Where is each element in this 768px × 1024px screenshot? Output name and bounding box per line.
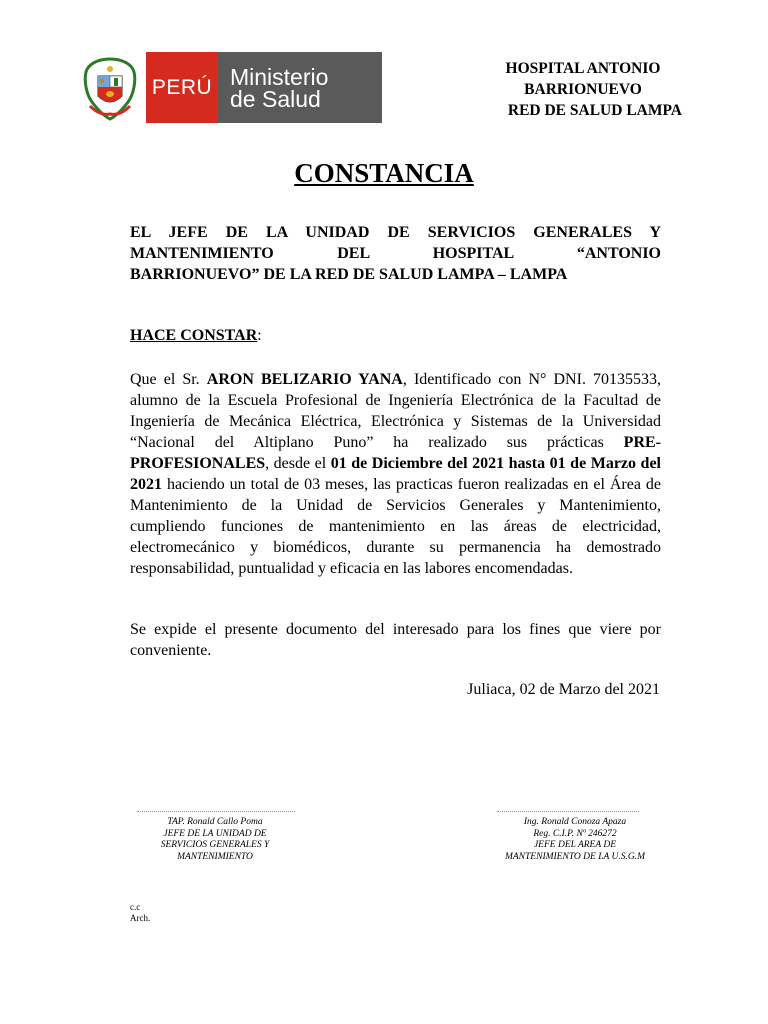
signature-line-1 xyxy=(137,811,295,812)
peru-coat-of-arms-icon xyxy=(80,56,140,122)
hospital-line2: BARRIONUEVO xyxy=(524,81,642,98)
signer1-role-line1: JEFE DE LA UNIDAD DE xyxy=(163,828,267,839)
signer1-role-line2: SERVICIOS GENERALES Y xyxy=(160,840,270,850)
logo-peru-label: PERÚ xyxy=(146,52,218,123)
cc-line1: c.c xyxy=(130,902,141,912)
signer2-name: Ing. Ronald Conoza Apaza xyxy=(523,817,627,827)
practice-dates: 01 de Diciembre del 2021 hasta 01 de Marzo del 2021 xyxy=(130,455,661,493)
hospital-line3: RED DE SALUD LAMPA xyxy=(507,102,682,119)
body-text: haciendo un total de 03 meses, las practicas fueron realizadas en el Área de Mantenimiento de la Unidad de Servicios Generales y Mantenimiento, cumpliendo funciones de mantenimiento en las áreas de electricidad, electromecánico y biomédicos, durante su permanencia ha demostrado responsabilidad, puntualidad y eficacia en las labores encomendadas. xyxy=(130,476,661,577)
signer2-role-line2: MANTENIMIENTO DE LA U.S.G.M xyxy=(504,851,646,862)
signer1-role-line3: MANTENIMIENTO xyxy=(177,851,253,862)
signer1-name: TAP. Ronald Callo Poma xyxy=(167,817,263,827)
copy-notes xyxy=(130,902,150,924)
body-paragraph-1 xyxy=(130,369,661,579)
hospital-header xyxy=(422,58,682,121)
logo-ministry-line1: Ministerio xyxy=(230,63,329,90)
body-text: , Identificado con N° DNI. 70135533, alumno de la Escuela Profesional de Ingeniería Electrónica de la Facultad de Ingeniería de Mecánica Eléctrica, Electrónica y Sistemas de la Universidad “Nacional del Altiplano Puno” ha realizado sus prácticas xyxy=(130,371,662,451)
logo-ministry-line2: de Salud xyxy=(230,85,321,112)
issue-date: Juliaca, 02 de Marzo del 2021 xyxy=(467,681,660,698)
intro-paragraph xyxy=(130,222,661,285)
document-title: CONSTANCIA xyxy=(294,158,474,188)
signature-line-2 xyxy=(497,811,639,812)
signature-block-1 xyxy=(130,817,300,863)
student-name: ARON BELIZARIO YANA xyxy=(206,371,403,388)
signer2-role-line1: JEFE DEL AREA DE xyxy=(533,840,617,850)
hace-constar-label: HACE CONSTAR xyxy=(130,327,258,344)
body-text: Que el Sr. xyxy=(130,371,207,388)
hospital-line1: HOSPITAL ANTONIO xyxy=(505,60,661,77)
practice-type: PRE-PROFESIONALES xyxy=(130,434,661,472)
ministerio-de-salud-logo xyxy=(146,52,382,123)
cc-line2: Arch. xyxy=(130,913,151,923)
body-paragraph-2: Se expide el presente documento del interesado para los fines que viere por conveniente. xyxy=(130,621,661,659)
intro-line1: EL JEFE DE LA UNIDAD DE SERVICIOS GENERALES Y xyxy=(130,224,661,241)
intro-line2: MANTENIMIENTO DEL HOSPITAL “ANTONIO xyxy=(130,245,661,262)
body-text: , desde el xyxy=(265,455,331,472)
logo-ministry-label xyxy=(218,52,382,123)
hace-constar-heading: HACE CONSTAR: xyxy=(130,327,262,344)
intro-line3: BARRIONUEVO” DE LA RED DE SALUD LAMPA – LAMPA xyxy=(130,266,568,283)
signature-block-2 xyxy=(480,817,670,863)
signer2-reg: Reg. C.I.P. Nº 246272 xyxy=(533,828,617,839)
